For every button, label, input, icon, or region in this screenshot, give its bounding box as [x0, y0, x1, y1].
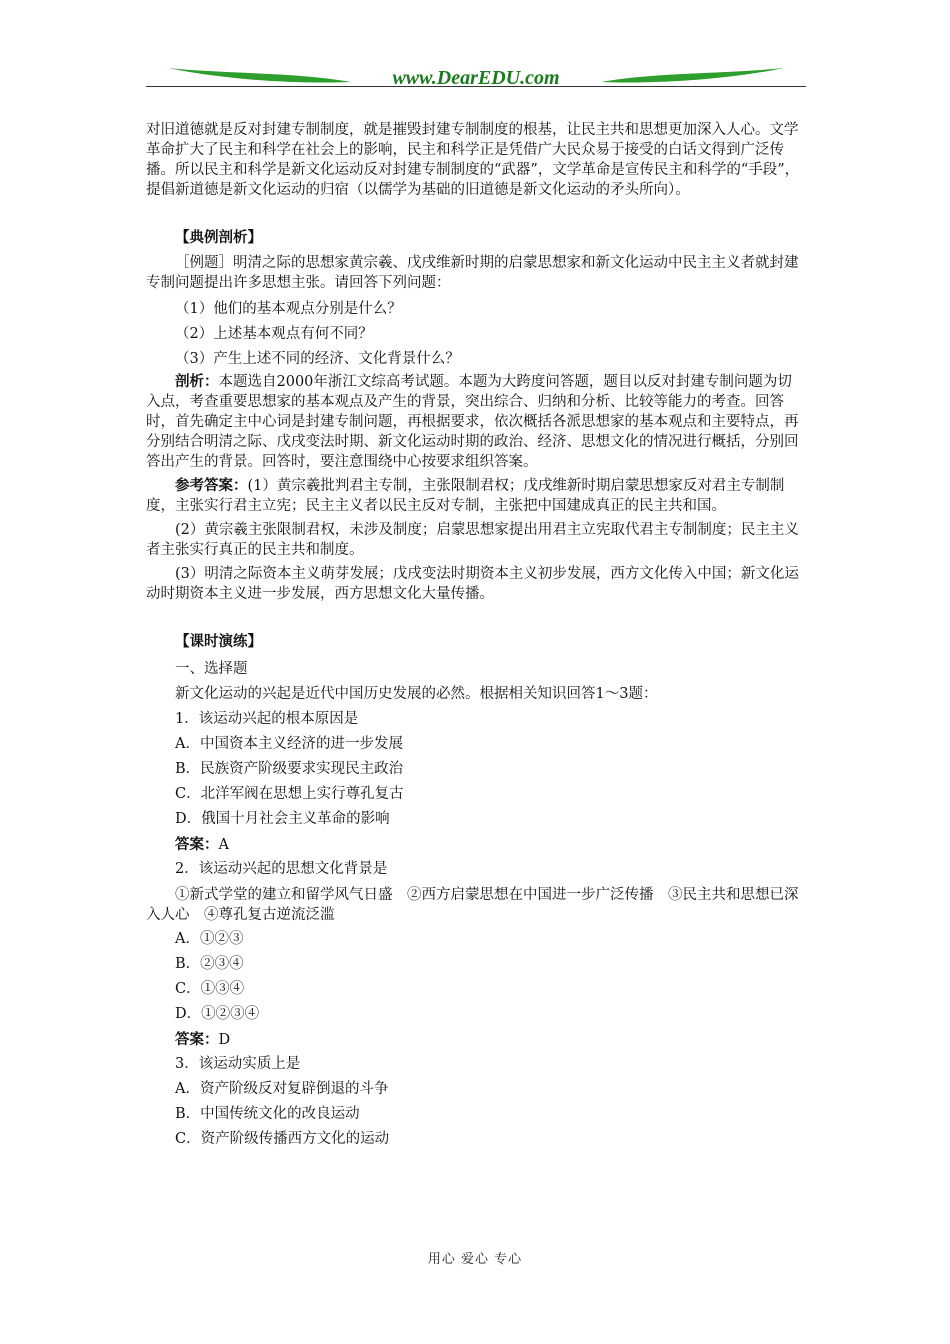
logo-text: www.DearEDU.com	[392, 67, 560, 89]
analysis-label: 剖析：	[175, 373, 219, 390]
question-2-stem: 2．该运动兴起的思想文化背景是	[175, 861, 388, 877]
q2-answer-value: D	[218, 1032, 231, 1048]
q1-option-d: D．俄国十月社会主义革命的影响	[175, 811, 390, 827]
answer-paragraph-1	[146, 476, 806, 516]
answer-paragraph-3: (3）明清之际资本主义萌芽发展；戊戌变法时期资本主义初步发展，西方文化传入中国；新文化运动时期资本主义进一步发展，西方思想文化大量传播。	[146, 566, 799, 602]
practice-lead: 新文化运动的兴起是近代中国历史发展的必然。根据相关知识回答1～3题：	[175, 686, 658, 702]
q3-option-c: C．资产阶级传播西方文化的运动	[175, 1131, 390, 1147]
page-footer: 用心 爱心 专心	[427, 1252, 523, 1267]
question-1-stem: 1．该运动兴起的根本原因是	[175, 711, 359, 727]
q2-answer	[146, 1027, 806, 1052]
analysis-paragraph	[146, 372, 806, 472]
q1-answer-value: A	[218, 837, 229, 853]
document-body	[146, 120, 806, 1152]
header-divider	[146, 86, 806, 87]
subquestion-1: （1）他们的基本观点分别是什么？	[175, 301, 402, 317]
q1-option-a: A．中国资本主义经济的进一步发展	[175, 736, 403, 752]
subquestion-2: （2）上述基本观点有何不同？	[175, 326, 373, 342]
q2-option-d: D．①②③④	[175, 1006, 260, 1022]
q2-option-a: A．①②③	[175, 931, 244, 947]
subquestion-3: （3）产生上述不同的经济、文化背景什么？	[175, 351, 460, 367]
left-swoosh-icon	[168, 68, 351, 82]
answer-paragraph-2: (2）黄宗羲主张限制君权，未涉及制度；启蒙思想家提出用君主立宪取代君主专制制度；民主主义者主张实行真正的民主共和制度。	[146, 522, 799, 558]
example-question: ［例题］明清之际的思想家黄宗羲、戊戌维新时期的启蒙思想家和新文化运动中民主主义者就封建专制问题提出许多思想主张。请回答下列问题：	[146, 255, 799, 291]
q3-option-b: B．中国传统文化的改良运动	[175, 1106, 360, 1122]
q1-answer	[146, 832, 806, 857]
section-title: 一、选择题	[175, 661, 248, 677]
question-3-stem: 3．该运动实质上是	[175, 1056, 301, 1072]
intro-paragraph: 对旧道德就是反对封建专制制度，就是摧毁封建专制制度的根基，让民主共和思想更加深入人心。文学革命扩大了民主和科学在社会上的影响，民主和科学正是凭借广大民众易于接受的白话文得到广泛传播。所以民主和科学是新文化运动反对封建专制制度的“武器”，文学革命是宣传民主和科学的“手段”，提倡新道德是新文化运动的归宿（以儒学为基础的旧道德是新文化运动的矛头所向）。	[146, 122, 800, 198]
q1-option-b: B．民族资产阶级要求实现民主政治	[175, 761, 404, 777]
q2-items: ①新式学堂的建立和留学风气日盛 ②西方启蒙思想在中国进一步广泛传播 ③民主共和思想已深入人心 ④尊孔复古逆流泛滥	[146, 887, 799, 923]
q2-answer-label: 答案：	[175, 1031, 219, 1048]
answer-text-1: (1）黄宗羲批判君主专制，主张限制君权；戊戌维新时期启蒙思想家反对君主专制制度，主张实行君主立宪；民主主义者以民主反对专制，主张把中国建成真正的民主共和国。	[146, 478, 785, 514]
q3-option-a: A．资产阶级反对复辟倒退的斗争	[175, 1081, 389, 1097]
example-heading: 【典例剖析】	[175, 229, 262, 246]
right-swoosh-icon	[601, 68, 784, 82]
q1-option-c: C．北洋军阀在思想上实行尊孔复古	[175, 786, 404, 802]
q2-option-b: B．②③④	[175, 956, 244, 972]
q1-answer-label: 答案：	[175, 836, 219, 853]
analysis-text: 本题选自2000年浙江文综高考试题。本题为大跨度问答题，题目以反对封建专制问题为切入点，考查重要思想家的基本观点及产生的背景，突出综合、归纳和分析、比较等能力的考查。回答时，首先确定主中心词是封建专制问题，再根据要求，依次概括各派思想家的基本观点和主要特点，再分别结合明清之际、戊戌变法时期、新文化运动时期的政治、经济、思想文化的情况进行概括，分别回答出产生的背景。回答时，要注意围绕中心按要求组织答案。	[146, 374, 799, 470]
q2-option-c: C．①③④	[175, 981, 245, 997]
practice-heading: 【课时演练】	[175, 633, 262, 650]
answer-label: 参考答案：	[175, 477, 248, 494]
